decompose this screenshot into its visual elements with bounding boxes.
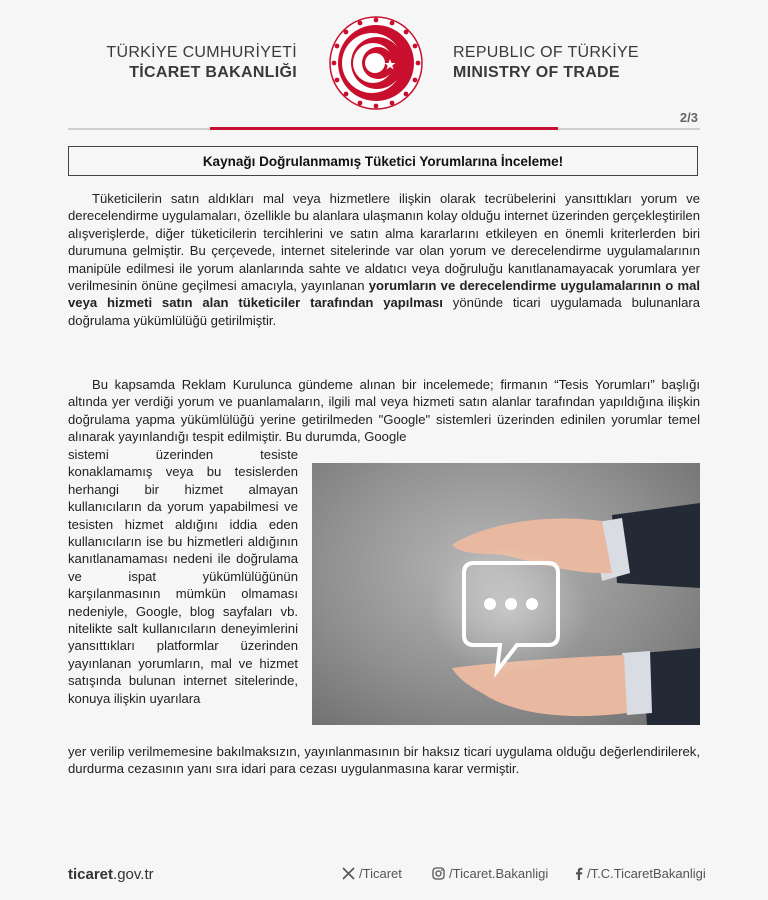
hands-chat-photo [312,463,700,725]
x-handle: /Ticaret [359,866,402,881]
website-bold: ticaret [68,866,114,883]
hands-holding-chat-bubble-icon [312,463,700,725]
header-ministry-tr: TİCARET BAKANLIĞI [129,64,297,81]
ministry-seal-icon [328,15,424,111]
website-link[interactable] [68,866,154,883]
header-country-en: REPUBLIC OF TÜRKİYE [453,44,639,61]
header-accent-divider [210,127,558,130]
header-right-text [453,43,639,83]
instagram-handle: /Ticaret.Bakanligi [449,866,549,881]
paragraph-1-text-b: yönünde ticari uygulamada bulunanlara doğrulama yükümlülüğü getirilmiştir. [68,295,701,328]
facebook-icon [574,867,583,880]
x-icon [342,867,355,880]
facebook-handle: /T.C.TicaretBakanligi [587,866,706,881]
website-domain: .gov.tr [113,866,154,883]
instagram-link[interactable] [432,866,548,881]
header-ministry-en: MINISTRY OF TRADE [453,64,620,81]
header-left-text [0,43,297,83]
facebook-link[interactable] [574,866,706,881]
header-country-tr: TÜRKİYE CUMHURİYETİ [106,44,297,61]
paragraph-1-bold: yorumların ve derecelendirme uygulamalarının o mal veya hizmeti satın alan tüketiciler tarafından yapılması [68,278,701,311]
paragraph-2-intro: Bu kapsamda Reklam Kurulunca gündeme alınan bir incelemede; firmanın “Tesis Yorumları” başlığı altında yer verdiği yorum ve puanlamaların, ilgili mal veya hizmeti satın alanlar tarafından yapıldığına ilişkin doğrulama yapma yükümlülüğü yerine getirilmeden "Google" sistemleri üzerinden edinilen yorumlar temel alınarak yayınlandığı tespit edilmiştir. Bu durumda, Google [68,377,700,445]
paragraph-1-text-a: Tüketicilerin satın aldıkları mal veya hizmetlere ilişkin olarak tecrübelerini yansıttıkları yorum ve derecelendirme uygulamaları, özellikle bu alanlara ulaşmanın kolay olduğu internet üzerinden gerçekleştirilen alışverişlerde, diğer tüketicilerin tercihlerini ve satın alma kararlarını etkileyen en önemli kriterlerden biri durumuna gelmiştir. Bu çerçevede, internet sitelerinde var olan yorum ve derecelendirme uygulamalarının manipüle edilmesi ile yorum alanlarında sahte ve aldatıcı veya doğruluğu kanıtlanamayacak yorumlara yer verilmesinin önüne geçilmesi amacıyla, yayınlanan [68,191,700,294]
instagram-icon [432,867,445,880]
paragraph-1 [68,190,700,329]
page-title: Kaynağı Doğrulanmamış Tüketici Yorumlarına İnceleme! [68,146,698,176]
paragraph-2-column: sistemi üzerinden tesiste konaklamamış veya bu tesislerden herhangi bir hizmet almayan kullanıcıların da yorum yapabilmesi ve tesisten hizmet aldığını iddia eden kullanıcıların ise bu hizmetleri aldığının kanıtlanamaması nedeni ile doğrulama ve ispat yükümlülüğünün karşılanmasının mümkün olmaması nedeniyle, Google, blog sayfaları vb. nitelikte salt kullanıcıların deneyimlerini yansıttıkları platformlar üzerinden yayınlanan yorumların, mal ve hizmet satışında bulunan internet sitelerinde, konuya ilişkin uyarılara [68,447,298,706]
page-number: 2/3 [679,110,698,125]
paragraph-2-tail: yer verilip verilmemesine bakılmaksızın, yayınlanmasının bir haksız ticari uygulama olduğu değerlendirilerek, durdurma cezasının yanı sıra idari para cezası uygulanmasına karar vermiştir. [68,744,700,777]
x-link[interactable] [342,866,402,881]
